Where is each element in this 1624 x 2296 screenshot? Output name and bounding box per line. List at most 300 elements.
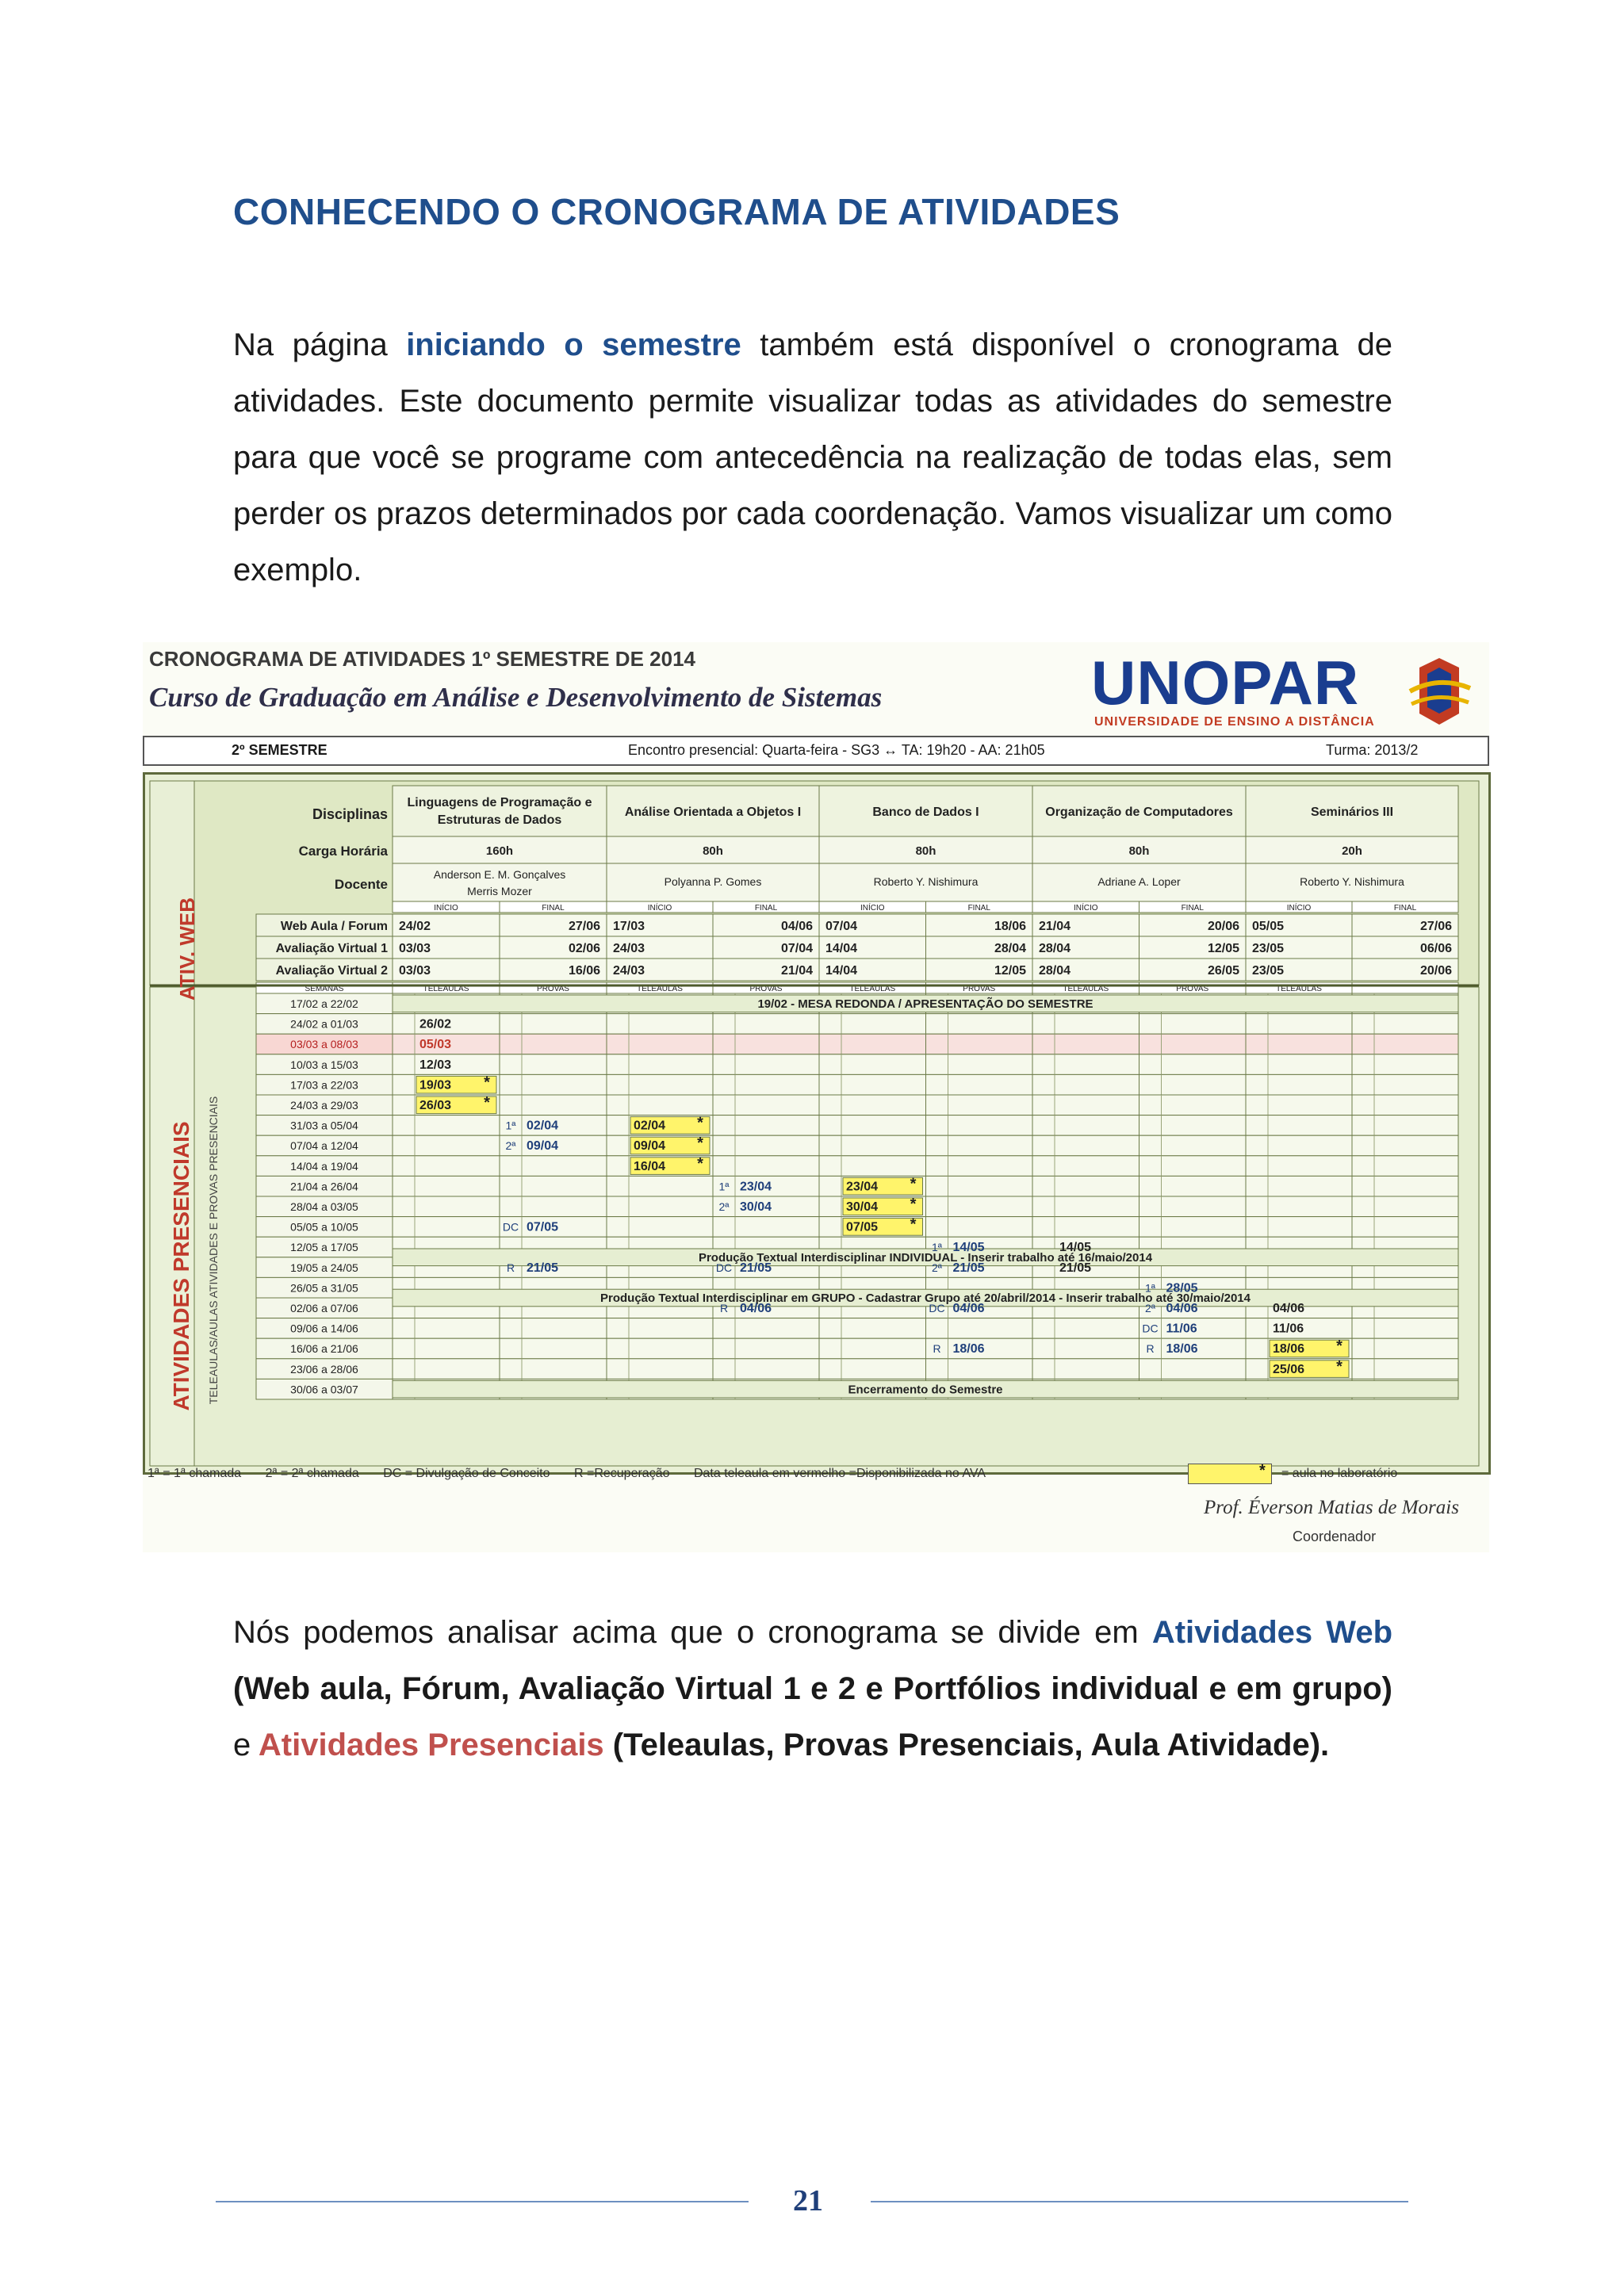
legend-1a: 1ª = 1ª chamada <box>147 1467 242 1480</box>
cell-tag: R <box>933 1342 941 1356</box>
week-cell <box>1032 1074 1139 1095</box>
week-cell <box>926 1054 1033 1075</box>
week-cell <box>926 1014 1033 1035</box>
weeks-header-label: SEMANAS <box>304 985 344 993</box>
web-row-label: Avaliação Virtual 1 <box>275 942 388 955</box>
week-cell <box>819 1054 926 1075</box>
week-cell <box>1352 1196 1458 1217</box>
week-cell <box>1139 1095 1247 1115</box>
cell-date: 23/04 <box>846 1180 879 1194</box>
week-cell <box>926 1217 1033 1238</box>
week-cell <box>713 1359 819 1380</box>
week-cell <box>1352 1095 1458 1115</box>
week-cell <box>819 1338 926 1359</box>
cell-date: 21/05 <box>952 1261 985 1275</box>
inicio-label: INÍCIO <box>1073 904 1098 913</box>
discipline-name: Linguagens de Programação e <box>407 796 592 809</box>
week-cell <box>1139 1217 1247 1238</box>
star-mark: * <box>697 1154 703 1173</box>
week-cell <box>393 1115 500 1136</box>
week-cell <box>1352 1054 1458 1075</box>
week-cell <box>1032 1095 1139 1115</box>
week-cell <box>926 1318 1033 1339</box>
cell-date: 16/04 <box>634 1159 666 1173</box>
web-activities-items: (Web aula, Fórum, Avaliação Virtual 1 e 2 e Portfólios individual e em grupo) <box>233 1671 1392 1706</box>
cell-tag: 1ª <box>1145 1281 1155 1295</box>
week-cell <box>1032 1054 1139 1075</box>
cell-date: 11/06 <box>1273 1322 1304 1336</box>
star-mark: * <box>484 1073 490 1092</box>
week-cell <box>1246 1217 1352 1238</box>
week-cell <box>607 1074 713 1095</box>
week-cell <box>500 1196 607 1217</box>
week-cell <box>607 1196 713 1217</box>
teacher-name: Adriane A. Loper <box>1097 875 1181 888</box>
week-cell <box>713 1135 819 1156</box>
week-cell <box>926 1095 1033 1115</box>
web-date: 04/06 <box>780 920 813 933</box>
week-cell <box>393 1338 500 1359</box>
schedule-grid-svg <box>145 775 1484 1468</box>
week-cell <box>1032 1135 1139 1156</box>
cell-date: 04/06 <box>1166 1302 1198 1315</box>
logo-wordmark: UNOPAR <box>1091 648 1360 718</box>
week-label: 24/02 a 01/03 <box>290 1017 358 1031</box>
web-date: 02/06 <box>568 942 600 955</box>
web-date: 21/04 <box>780 964 813 978</box>
week-cell <box>393 1156 500 1177</box>
legend-r: R =Recuperação <box>573 1467 670 1480</box>
week-cell <box>500 1176 607 1196</box>
cell-date: 25/06 <box>1273 1362 1305 1376</box>
week-label: 26/05 a 31/05 <box>290 1281 358 1295</box>
cell-tag: DC <box>1142 1322 1159 1335</box>
week-cell <box>607 1217 713 1238</box>
week-cell <box>1246 1074 1352 1095</box>
week-cell <box>607 1034 713 1054</box>
tp-label: TELEAULAS <box>1276 985 1322 993</box>
week-cell <box>1246 1034 1352 1054</box>
cell-tag: 2ª <box>505 1139 516 1153</box>
cell-tag: DC <box>715 1261 733 1274</box>
web-date: 27/06 <box>1419 920 1452 933</box>
web-date: 17/03 <box>613 920 645 933</box>
teacher-name-2: Merris Mozer <box>467 885 532 897</box>
week-cell <box>1246 1054 1352 1075</box>
discipline-name: Análise Orientada a Objetos I <box>624 806 802 819</box>
week-cell <box>1246 1115 1352 1136</box>
encounter-info: Encontro presencial: Quarta-feira - SG3 ↔ TA: 19h20 - AA: 21h05 <box>628 742 1045 758</box>
cell-date: 28/05 <box>1166 1281 1198 1295</box>
week-cell <box>1139 1014 1247 1035</box>
cell-date: 26/02 <box>419 1017 452 1031</box>
week-cell <box>1139 1034 1247 1054</box>
web-date: 12/05 <box>994 964 1026 978</box>
week-cell <box>1352 1074 1458 1095</box>
cell-date: 07/05 <box>527 1220 559 1234</box>
week-cell <box>1352 1115 1458 1136</box>
discipline-name-2: Estruturas de Dados <box>437 813 562 827</box>
week-cell <box>1139 1196 1247 1217</box>
web-date: 03/03 <box>399 942 431 955</box>
tp-label: TELEAULAS <box>1063 985 1109 993</box>
cell-date: 23/04 <box>740 1180 772 1194</box>
iniciando-semestre-link[interactable]: iniciando o semestre <box>406 327 741 362</box>
cell-date: 09/04 <box>634 1139 666 1154</box>
individual-banner: Produção Textual Interdisciplinar INDIVIDUAL - Inserir trabalho até 16/maio/2014 <box>698 1251 1153 1265</box>
week-label: 24/03 a 29/03 <box>290 1099 358 1112</box>
week-cell <box>607 1176 713 1196</box>
week-cell <box>713 1095 819 1115</box>
week-cell <box>713 1115 819 1136</box>
web-date: 28/04 <box>1039 942 1071 955</box>
cell-tag: 2ª <box>718 1200 730 1213</box>
cell-tag: 2ª <box>932 1261 942 1274</box>
week-cell <box>819 1034 926 1054</box>
week-label: 05/05 a 10/05 <box>290 1220 358 1234</box>
legend-star: * <box>1259 1462 1266 1479</box>
week-label: 02/06 a 07/06 <box>290 1302 358 1314</box>
week-cell <box>1032 1115 1139 1136</box>
week-cell <box>819 1074 926 1095</box>
logo-tagline: UNIVERSIDADE DE ENSINO A DISTÂNCIA <box>1094 715 1375 729</box>
grupo-banner: Produção Textual Interdisciplinar em GRUPO - Cadastrar Grupo até 20/abril/2014 - Inserir trabalho até 30/maio/2014 <box>599 1292 1251 1306</box>
cell-date: 04/06 <box>740 1302 772 1315</box>
week-cell <box>1246 1176 1352 1196</box>
tp-subhead <box>1352 982 1458 993</box>
week-cell <box>713 1014 819 1035</box>
teacher-name: Roberto Y. Nishimura <box>1300 875 1404 888</box>
mesa-banner: 19/02 - MESA REDONDA / APRESENTAÇÃO DO SEMESTRE <box>757 997 1094 1011</box>
web-date: 26/05 <box>1207 964 1239 978</box>
final-label: FINAL <box>1181 904 1204 913</box>
week-cell <box>500 1014 607 1035</box>
cell-date: 19/03 <box>419 1078 452 1093</box>
week-cell <box>1139 1135 1247 1156</box>
cell-date: 30/04 <box>740 1200 772 1214</box>
web-date: 05/05 <box>1252 920 1285 933</box>
cell-tag: DC <box>929 1302 945 1314</box>
conjunction: e <box>233 1728 251 1762</box>
web-date: 07/04 <box>825 920 858 933</box>
week-cell <box>926 1135 1033 1156</box>
legend-lab-text: = aula no laboratório <box>1281 1467 1398 1480</box>
week-cell <box>713 1054 819 1075</box>
week-label: 17/02 a 22/02 <box>290 997 358 1010</box>
inicio-label: INÍCIO <box>1286 904 1312 913</box>
discipline-name: Seminários III <box>1310 806 1394 819</box>
discipline-name: Organização de Computadores <box>1045 806 1233 819</box>
hours-value: 20h <box>1342 844 1362 858</box>
week-cell <box>1352 1034 1458 1054</box>
week-label: 16/06 a 21/06 <box>290 1342 358 1356</box>
teacher-name: Polyanna P. Gomes <box>664 875 762 888</box>
web-date: 27/06 <box>568 920 600 933</box>
week-cell <box>926 1196 1033 1217</box>
footer-line-right <box>871 2201 1408 2202</box>
cell-tag: 1ª <box>718 1180 730 1193</box>
week-cell <box>1032 1359 1139 1380</box>
week-cell <box>1246 1196 1352 1217</box>
week-cell <box>926 1176 1033 1196</box>
week-cell <box>500 1318 607 1339</box>
week-cell <box>500 1054 607 1075</box>
logo-emblem-icon <box>1404 652 1475 731</box>
week-cell <box>393 1318 500 1339</box>
encerramento-banner: Encerramento do Semestre <box>848 1383 1003 1397</box>
legend <box>147 1467 1006 1481</box>
final-label: FINAL <box>542 904 565 913</box>
week-label: 17/03 a 22/03 <box>290 1078 358 1092</box>
week-cell <box>1139 1156 1247 1177</box>
analysis-paragraph <box>233 1605 1392 1774</box>
tp-label: PROVAS <box>537 985 569 993</box>
teacher-name: Roberto Y. Nishimura <box>873 875 979 888</box>
week-cell <box>926 1115 1033 1136</box>
tp-label: TELEAULAS <box>637 985 683 993</box>
cell-tag: DC <box>502 1220 519 1234</box>
cell-tag: 1ª <box>932 1241 942 1254</box>
web-date: 03/03 <box>399 964 431 978</box>
web-row-label: Web Aula / Forum <box>280 920 388 933</box>
inicio-label: INÍCIO <box>434 904 458 913</box>
week-cell <box>1246 1156 1352 1177</box>
legend-dc: DC = Divulgação de Conceito <box>383 1467 550 1480</box>
week-cell <box>607 1014 713 1035</box>
week-cell <box>819 1014 926 1035</box>
discipline-name: Banco de Dados I <box>872 806 979 819</box>
week-cell <box>1246 1014 1352 1035</box>
week-cell <box>1352 1135 1458 1156</box>
web-date: 14/04 <box>825 964 858 978</box>
signature-role: Coordenador <box>1293 1529 1377 1544</box>
signature: Prof. Éverson Matias de Morais <box>1204 1497 1459 1518</box>
intro-text-end: também está disponível o cronograma de atividades. Este documento permite visualizar todas as atividades do semestre para que você se programe com antecedência na realização de todas elas, sem perder os prazos determinados por cada coordenação. Vamos visualizar um como exemplo. <box>233 327 1392 587</box>
inicio-label: INÍCIO <box>860 904 885 913</box>
class-label: Turma: 2013/2 <box>1326 742 1419 758</box>
web-date: 21/04 <box>1039 920 1071 933</box>
week-cell <box>393 1359 500 1380</box>
week-cell <box>393 1217 500 1238</box>
cell-date: 21/05 <box>740 1261 772 1275</box>
week-cell <box>1352 1217 1458 1238</box>
week-cell <box>1139 1176 1247 1196</box>
hours-value: 80h <box>915 844 936 858</box>
teacher-name: Anderson E. M. Gonçalves <box>433 868 566 881</box>
week-cell <box>926 1156 1033 1177</box>
week-cell <box>607 1359 713 1380</box>
presencial-activities-items: (Teleaulas, Provas Presenciais, Aula Atividade). <box>603 1728 1330 1762</box>
final-label: FINAL <box>754 904 778 913</box>
web-date: 24/03 <box>613 964 645 978</box>
week-cell <box>1032 1014 1139 1035</box>
cell-date: 21/05 <box>527 1261 559 1275</box>
presencial-side-sublabel: TELEAULAS/AULAS ATIVIDADES E PROVAS PRESENCIAIS <box>207 1096 220 1405</box>
week-label: 14/04 a 19/04 <box>290 1159 358 1173</box>
week-cell <box>1246 1135 1352 1156</box>
week-cell <box>500 1359 607 1380</box>
week-label: 10/03 a 15/03 <box>290 1058 358 1071</box>
schedule-grid <box>143 772 1491 1475</box>
cell-date: 21/05 <box>1059 1261 1092 1275</box>
web-side-label: ATIV. WEB <box>175 897 199 1001</box>
week-cell <box>1352 1014 1458 1035</box>
web-row-label: Avaliação Virtual 2 <box>275 964 388 978</box>
hours-value: 160h <box>485 844 514 858</box>
week-label: 31/03 a 05/04 <box>290 1119 358 1132</box>
legend-red: Data teleaula em vermelho =Disponibilizada no AVA <box>693 1467 986 1480</box>
week-cell <box>1032 1338 1139 1359</box>
week-cell <box>393 1176 500 1196</box>
intro-paragraph <box>233 317 1392 599</box>
week-cell <box>1139 1115 1247 1136</box>
web-activities-term: Atividades Web <box>1151 1615 1393 1650</box>
week-cell <box>1032 1176 1139 1196</box>
tp-label: TELEAULAS <box>423 985 469 993</box>
cell-date: 30/04 <box>846 1200 879 1214</box>
page-number: 21 <box>793 2184 823 2218</box>
week-cell <box>713 1217 819 1238</box>
week-cell <box>1139 1359 1247 1380</box>
web-date: 16/06 <box>568 964 600 978</box>
final-label: FINAL <box>967 904 990 913</box>
docente-label: Docente <box>334 877 388 892</box>
week-cell <box>1352 1156 1458 1177</box>
web-date: 28/04 <box>1039 964 1071 978</box>
week-label: 28/04 a 03/05 <box>290 1200 358 1213</box>
semester-bar <box>143 736 1489 766</box>
unopar-logo <box>1091 648 1488 739</box>
week-cell <box>713 1318 819 1339</box>
analysis-text-start: Nós podemos analisar acima que o cronograma se divide em <box>233 1615 1152 1650</box>
schedule-title: CRONOGRAMA DE ATIVIDADES 1º SEMESTRE DE 2014 <box>149 647 695 671</box>
week-cell <box>393 1135 500 1156</box>
hours-value: 80h <box>1128 844 1150 858</box>
presencial-activities-term: Atividades Presenciais <box>258 1728 604 1762</box>
week-cell <box>500 1338 607 1359</box>
week-cell <box>819 1156 926 1177</box>
week-cell <box>1352 1359 1458 1380</box>
week-cell <box>607 1338 713 1359</box>
star-mark: * <box>910 1196 917 1213</box>
web-date: 24/03 <box>613 942 645 955</box>
week-cell <box>1139 1054 1247 1075</box>
cell-date: 14/05 <box>1059 1241 1092 1255</box>
footer-line-left <box>216 2201 749 2202</box>
week-cell <box>500 1156 607 1177</box>
cell-date: 18/06 <box>1273 1342 1305 1357</box>
cell-date: 04/06 <box>952 1302 985 1315</box>
web-date: 07/04 <box>780 942 813 955</box>
page-title: CONHECENDO O CRONOGRAMA DE ATIVIDADES <box>233 191 1120 232</box>
week-cell <box>926 1034 1033 1054</box>
week-label: 21/04 a 26/04 <box>290 1180 358 1193</box>
week-cell <box>819 1095 926 1115</box>
week-cell <box>1352 1338 1458 1359</box>
star-mark: * <box>697 1135 703 1153</box>
tp-label: PROVAS <box>1176 985 1209 993</box>
week-cell <box>1032 1196 1139 1217</box>
tp-label: TELEAULAS <box>849 985 896 993</box>
cell-tag: R <box>506 1261 515 1274</box>
star-mark: * <box>910 1175 917 1193</box>
schedule-subtitle: Curso de Graduação em Análise e Desenvolvimento de Sistemas <box>149 682 883 713</box>
star-mark: * <box>697 1114 703 1132</box>
web-date: 23/05 <box>1252 942 1285 955</box>
schedule-image <box>143 642 1489 1552</box>
cell-date: 26/03 <box>419 1099 452 1112</box>
cell-date: 12/03 <box>419 1058 452 1072</box>
cell-date: 09/04 <box>527 1139 559 1154</box>
week-cell <box>607 1095 713 1115</box>
week-cell <box>713 1074 819 1095</box>
week-cell <box>926 1359 1033 1380</box>
week-cell <box>1032 1156 1139 1177</box>
week-cell <box>500 1074 607 1095</box>
hours-value: 80h <box>703 844 723 858</box>
week-cell <box>500 1034 607 1054</box>
week-label: 12/05 a 17/05 <box>290 1241 358 1254</box>
week-cell <box>713 1034 819 1054</box>
cell-date: 18/06 <box>1166 1342 1198 1357</box>
week-label: 03/03 a 08/03 <box>290 1038 358 1051</box>
week-cell <box>819 1115 926 1136</box>
cell-date: 02/04 <box>527 1119 559 1133</box>
web-date: 20/06 <box>1419 964 1452 978</box>
week-cell <box>819 1135 926 1156</box>
week-cell <box>1032 1217 1139 1238</box>
cell-date: 02/04 <box>634 1119 666 1133</box>
intro-text-start: Na página <box>233 327 407 362</box>
week-cell <box>607 1318 713 1339</box>
web-date: 28/04 <box>994 942 1026 955</box>
week-cell <box>1032 1034 1139 1054</box>
semester-label: 2º SEMESTRE <box>232 742 327 758</box>
web-date: 12/05 <box>1207 942 1239 955</box>
cell-date: 07/05 <box>846 1220 879 1234</box>
week-cell <box>1352 1318 1458 1339</box>
cell-date: 05/03 <box>419 1038 452 1052</box>
web-date: 06/06 <box>1419 942 1452 955</box>
web-date: 24/02 <box>399 920 431 933</box>
week-cell <box>926 1074 1033 1095</box>
tp-label: PROVAS <box>749 985 783 993</box>
week-label: 23/06 a 28/06 <box>290 1362 358 1376</box>
week-cell <box>607 1054 713 1075</box>
week-cell <box>713 1338 819 1359</box>
cell-tag: 1ª <box>505 1119 516 1132</box>
web-date: 18/06 <box>994 920 1026 933</box>
cell-date: 04/06 <box>1273 1302 1305 1315</box>
cell-tag: 2ª <box>1145 1302 1155 1314</box>
cell-date: 11/06 <box>1166 1322 1197 1336</box>
carga-label: Carga Horária <box>298 844 388 859</box>
web-date: 23/05 <box>1252 964 1285 978</box>
week-cell <box>1139 1074 1247 1095</box>
cell-date: 14/05 <box>952 1241 985 1255</box>
legend-2a: 2ª = 2ª chamada <box>265 1467 359 1480</box>
discipline-cell <box>393 786 607 836</box>
week-label: 07/04 a 12/04 <box>290 1139 358 1153</box>
star-mark: * <box>1336 1337 1342 1356</box>
star-mark: * <box>1336 1357 1342 1376</box>
week-cell <box>819 1359 926 1380</box>
presencial-side-label: ATIVIDADES PRESENCIAIS <box>169 1121 193 1411</box>
web-date: 20/06 <box>1207 920 1239 933</box>
week-cell <box>819 1318 926 1339</box>
week-cell <box>1352 1176 1458 1196</box>
week-cell <box>500 1095 607 1115</box>
